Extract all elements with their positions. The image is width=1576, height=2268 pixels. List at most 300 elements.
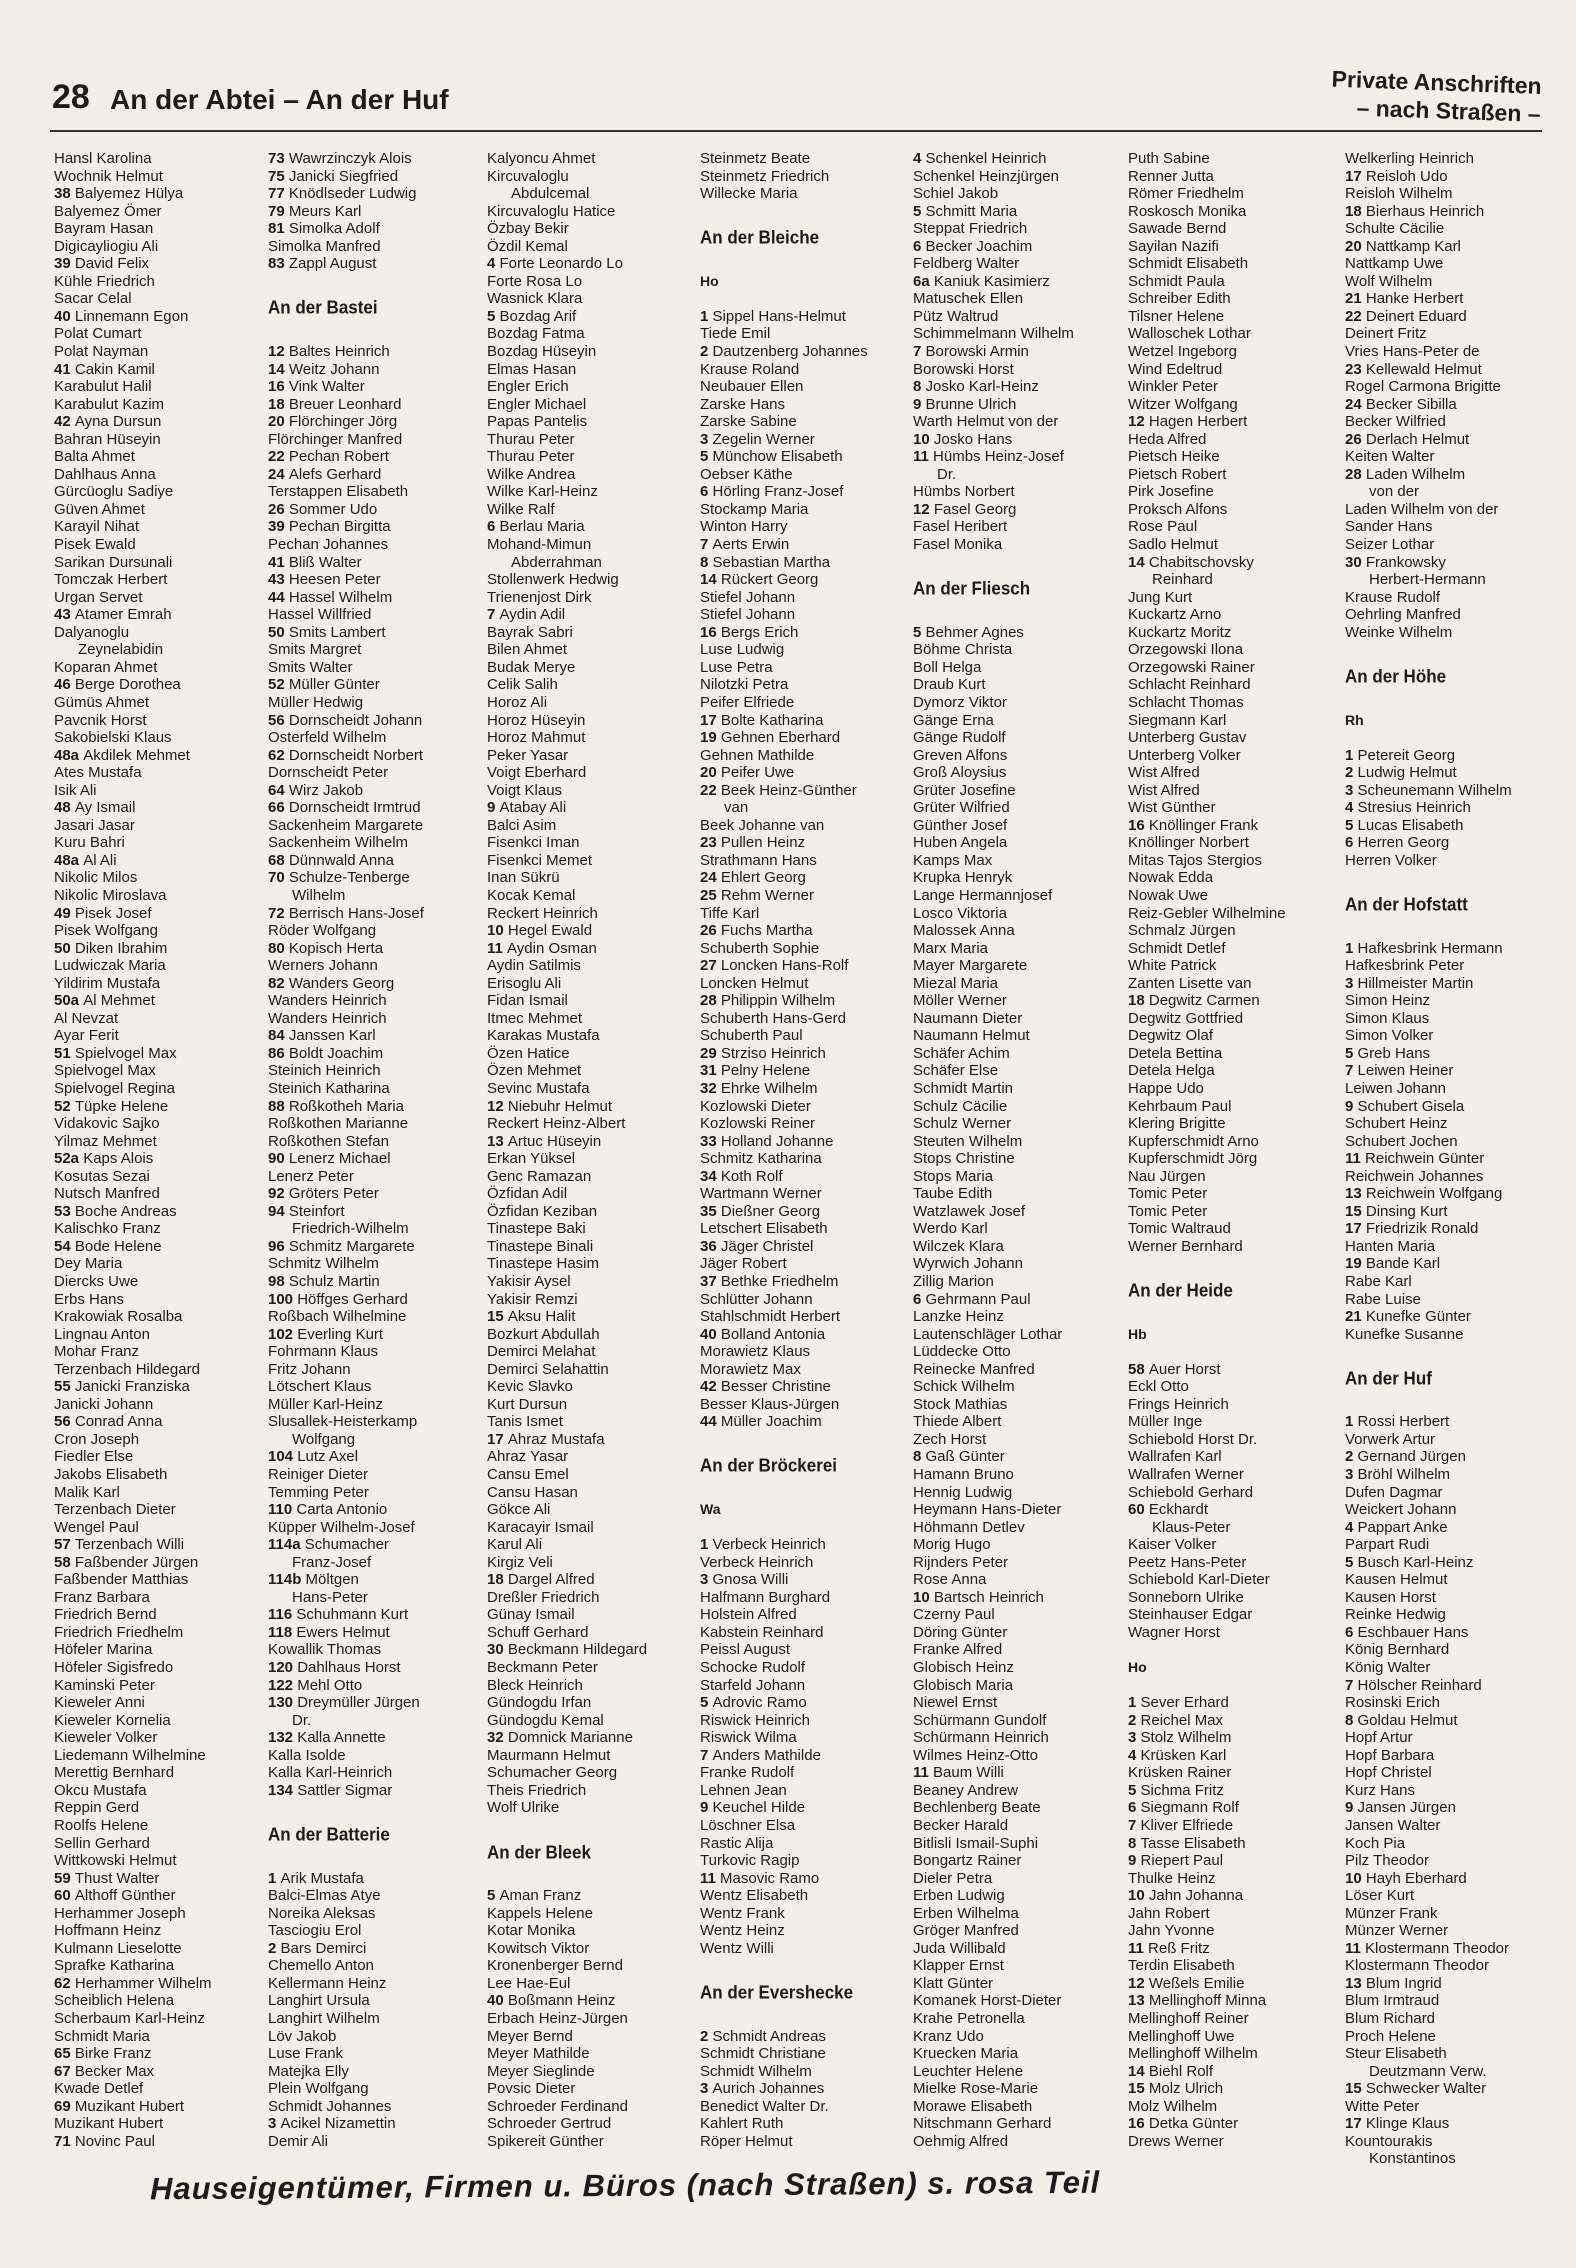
street-heading: An der Huf [1345, 1367, 1432, 1389]
resident-entry: Keiten Walter [1345, 448, 1435, 466]
resident-name: Aksu Halit [507, 1308, 576, 1326]
resident-entry: Oebser Käthe [700, 465, 793, 483]
resident-entry: Lötschert Klaus [268, 1378, 372, 1396]
resident-entry [913, 203, 1125, 221]
resident-name: Kaps Alois [83, 1150, 154, 1168]
resident-entry: Polat Nayman [54, 343, 149, 361]
resident-entry: Demir Ali [268, 2132, 329, 2150]
house-number: 83 [268, 255, 289, 273]
house-number: 8 [913, 378, 926, 396]
resident-entry [1345, 1712, 1557, 1730]
resident-entry [1128, 1835, 1340, 1853]
resident-entry: Hoffmann Heinz [54, 1922, 162, 1940]
resident-entry: Balci-Elmas Atye [268, 1887, 381, 1905]
resident-entry: Eckl Otto [1128, 1378, 1189, 1396]
resident-name: Hassel Wilhelm [288, 588, 393, 606]
house-number: 2 [1345, 1448, 1358, 1466]
resident-entry: Schmalz Jürgen [1128, 922, 1236, 940]
resident-name: Frankowsky [1365, 553, 1446, 571]
resident-name: Detka Günter [1148, 2115, 1239, 2133]
resident-entry [700, 729, 912, 747]
house-number: 15 [1128, 2080, 1149, 2098]
house-number: 90 [268, 1150, 289, 1168]
resident-entry [1345, 1062, 1557, 1080]
resident-entry [913, 1448, 1125, 1466]
resident-entry [54, 676, 266, 694]
resident-entry: Sadlo Helmut [1128, 536, 1219, 554]
resident-name: Hanke Herbert [1365, 290, 1464, 308]
resident-entry [268, 1536, 480, 1554]
resident-entry: Wallrafen Werner [1128, 1466, 1244, 1484]
house-number: 114a [268, 1536, 305, 1554]
resident-entry: Kranz Udo [913, 2027, 984, 2045]
resident-entry: Okcu Mustafa [54, 1781, 147, 1799]
resident-entry: Karayil Nihat [54, 518, 140, 536]
resident-entry [700, 1045, 912, 1063]
house-number: 5 [1345, 1553, 1358, 1571]
house-number: 5 [700, 1694, 713, 1712]
resident-entry: Plein Wolfgang [268, 2080, 369, 2098]
resident-entry: Demirci Selahattin [487, 1360, 609, 1378]
resident-entry: Mohar Franz [54, 1343, 140, 1361]
resident-name: Dreymüller Jürgen [297, 1694, 420, 1712]
resident-entry: Dufen Dagmar [1345, 1483, 1443, 1501]
resident-entry [700, 1168, 912, 1186]
resident-name: Cakin Kamil [74, 360, 155, 378]
resident-entry [268, 1940, 480, 1958]
resident-entry: Nilotzki Petra [700, 676, 789, 694]
resident-entry: Jasari Jasar [54, 816, 135, 834]
resident-entry: Draub Kurt [913, 676, 986, 694]
house-number: 5 [1345, 1044, 1358, 1062]
resident-entry: Janicki Johann [54, 1395, 154, 1413]
resident-entry: Schroeder Gertrud [487, 2115, 612, 2133]
resident-entry: Beckmann Peter [487, 1659, 598, 1677]
house-number: 35 [700, 1202, 721, 1220]
resident-entry: Reckert Heinz-Albert [487, 1115, 626, 1133]
house-number: 98 [268, 1273, 289, 1290]
house-number: 13 [1345, 1974, 1366, 1992]
resident-entry: Reiz-Gebler Wilhelmine [1128, 904, 1286, 922]
resident-name: Derlach Helmut [1365, 430, 1470, 448]
resident-entry: Hansl Karolina [54, 150, 152, 167]
resident-entry [700, 1571, 912, 1589]
resident-name: Sever Erhard [1140, 1694, 1229, 1712]
resident-entry: Wilmes Heinz-Otto [913, 1746, 1039, 1764]
house-number: 21 [1345, 1308, 1366, 1326]
house-number: 28 [1345, 465, 1366, 483]
resident-entry: Matuschek Ellen [913, 290, 1024, 308]
spacer [268, 1852, 480, 1870]
resident-entry: Holstein Alfred [700, 1606, 797, 1624]
resident-entry: Karabulut Halil [54, 378, 152, 396]
resident-name: Schuhmann Kurt [296, 1606, 409, 1624]
house-number: 5 [487, 1887, 500, 1905]
resident-entry [700, 992, 912, 1010]
resident-entry: Schenkel Heinzjürgen [913, 167, 1059, 185]
resident-entry: Günay Ismail [487, 1606, 575, 1624]
resident-entry: Roßbach Wilhelmine [268, 1308, 407, 1326]
house-number: 5 [913, 202, 926, 220]
resident-entry: Reisloh Wilhelm [1345, 185, 1453, 203]
resident-name: Knödlseder Ludwig [288, 185, 417, 203]
resident-entry: Wallrafen Karl [1128, 1448, 1222, 1466]
resident-entry: Sarikan Dursunali [54, 553, 173, 571]
resident-entry: Frings Heinrich [1128, 1395, 1229, 1413]
resident-entry [1128, 1992, 1340, 2010]
resident-entry: Grüter Josefine [913, 781, 1016, 799]
resident-entry: Drews Werner [1128, 2132, 1224, 2150]
resident-entry [913, 273, 1125, 291]
house-number: 39 [268, 518, 289, 536]
resident-entry: Kabstein Reinhard [700, 1623, 824, 1641]
resident-entry [1345, 554, 1557, 572]
resident-name: Aerts Erwin [712, 536, 790, 554]
resident-entry: Steuten Wilhelm [913, 1132, 1023, 1150]
resident-name: Fasel Georg [933, 500, 1017, 518]
resident-entry: Tomic Peter [1128, 1202, 1208, 1220]
resident-entry [268, 1150, 480, 1168]
resident-entry: Roßkothen Stefan [268, 1132, 389, 1150]
resident-entry: Meyer Sieglinde [487, 2062, 595, 2080]
house-number: 118 [268, 1623, 297, 1641]
resident-entry [268, 466, 480, 484]
resident-entry: Sakobielski Klaus [54, 729, 172, 747]
resident-entry: Simolka Manfred [268, 237, 381, 255]
resident-entry: Schmidt Paula [1128, 272, 1225, 290]
house-number: 25 [700, 886, 721, 904]
resident-entry: Flörchinger Manfred [268, 430, 403, 448]
house-number: 6 [913, 237, 926, 255]
resident-entry: Blum Richard [1345, 2009, 1436, 2027]
house-number: 17 [700, 711, 721, 729]
resident-name: Kopisch Herta [288, 939, 384, 957]
resident-entry [268, 1185, 480, 1203]
resident-entry [54, 992, 266, 1010]
resident-entry: Voigt Eberhard [487, 764, 587, 782]
house-number: 2 [1128, 1711, 1141, 1729]
resident-entry [54, 413, 266, 431]
house-number: 5 [487, 307, 500, 325]
resident-entry: Kellermann Heinz [268, 1974, 387, 1992]
resident-entry [700, 571, 912, 589]
resident-entry [1345, 1870, 1557, 1888]
house-number: 6 [1128, 1799, 1141, 1817]
resident-entry [268, 782, 480, 800]
resident-name: Reichwein Wolfgang [1365, 1185, 1503, 1203]
resident-entry: Greven Alfons [913, 746, 1008, 764]
resident-entry: Krause Rudolf [1345, 588, 1441, 606]
resident-entry: Stops Maria [913, 1167, 994, 1185]
resident-entry: Sackenheim Margarete [268, 816, 424, 834]
street-heading: An der Heide [1128, 1280, 1233, 1301]
resident-entry: Jansen Walter [1345, 1816, 1441, 1834]
house-number: 7 [1128, 1816, 1141, 1834]
resident-entry: Pechan Johannes [268, 536, 389, 554]
resident-entry [1345, 940, 1557, 958]
house-number: 77 [268, 185, 289, 203]
section-heading-line2: – nach Straßen – [1356, 94, 1541, 127]
resident-entry [54, 1413, 266, 1431]
resident-entry [268, 361, 480, 379]
resident-entry: Degwitz Gottfried [1128, 1009, 1244, 1027]
resident-entry [1345, 431, 1557, 449]
resident-name: Reichwein Günter [1365, 1150, 1485, 1168]
resident-entry: Weinke Wilhelm [1345, 623, 1453, 641]
resident-entry [913, 378, 1125, 396]
resident-entry [1345, 1448, 1557, 1466]
resident-name: Conrad Anna [74, 1413, 163, 1431]
resident-entry: Osterfeld Wilhelm [268, 729, 387, 747]
resident-entry: Jäger Robert [700, 1255, 787, 1273]
resident-entry: Walloschek Lothar [1128, 325, 1251, 343]
resident-entry: Balta Ahmet [54, 448, 135, 466]
resident-entry: Sackenheim Wilhelm [268, 834, 409, 852]
resident-entry: Taube Edith [913, 1185, 993, 1203]
entry-continuation: Reinhard [1152, 571, 1213, 589]
resident-entry: Oehmig Alfred [913, 2132, 1009, 2150]
house-number: 1 [700, 1536, 713, 1554]
resident-entry: Wanders Heinrich [268, 992, 387, 1010]
resident-name: Baltes Heinrich [288, 343, 390, 361]
resident-entry: Beaney Andrew [913, 1781, 1019, 1799]
resident-entry [1128, 1975, 1340, 1993]
resident-entry [268, 676, 480, 694]
house-number: 3 [1345, 781, 1358, 799]
resident-entry: Warth Helmut von der [913, 413, 1059, 431]
resident-entry: König Bernhard [1345, 1641, 1450, 1659]
resident-entry: Erben Wilhelma [913, 1904, 1019, 1922]
resident-entry: Tomic Waltraud [1128, 1220, 1231, 1238]
resident-name: Keuchel Hilde [712, 1799, 806, 1817]
resident-entry [1128, 2080, 1340, 2098]
resident-entry: Tanis Ismet [487, 1413, 563, 1431]
resident-entry [1345, 361, 1557, 379]
resident-entry: Erbs Hans [54, 1290, 125, 1308]
resident-entry: Schmidt Johannes [268, 2097, 392, 2115]
resident-name: Berge Dorothea [74, 676, 181, 694]
resident-entry: Mayer Margarete [913, 957, 1028, 975]
resident-entry [54, 1203, 266, 1221]
resident-entry: Kühle Friedrich [54, 272, 155, 290]
resident-name: Masovic Ramo [720, 1869, 820, 1887]
house-number: 26 [700, 922, 721, 940]
resident-entry: Verbeck Heinrich [700, 1553, 814, 1571]
resident-entry: Renner Jutta [1128, 167, 1214, 185]
resident-entry: Reinecke Manfred [913, 1360, 1035, 1378]
house-number: 11 [1128, 1939, 1149, 1957]
resident-entry: Gehnen Mathilde [700, 746, 815, 764]
spacer [913, 606, 1125, 624]
resident-entry: Siegmann Karl [1128, 711, 1227, 729]
resident-entry: Koparan Ahmet [54, 658, 158, 676]
resident-entry: Borowski Horst [913, 360, 1014, 378]
resident-entry: Krüsken Rainer [1128, 1764, 1232, 1782]
resident-entry: Nikolic Milos [54, 869, 138, 887]
house-number: 8 [1345, 1711, 1358, 1729]
resident-entry: Niewel Ernst [913, 1694, 998, 1712]
resident-entry: Steinich Heinrich [268, 1062, 381, 1080]
resident-entry: Boll Helga [913, 658, 982, 676]
resident-entry: Riswick Heinrich [700, 1711, 811, 1729]
resident-entry: Spielvogel Max [54, 1062, 156, 1080]
resident-entry: Schuberth Hans-Gerd [700, 1009, 846, 1027]
resident-entry [1345, 1940, 1557, 1958]
resident-entry: Polat Cumart [54, 325, 142, 343]
resident-entry: Globisch Maria [913, 1676, 1014, 1694]
house-number: 96 [268, 1237, 289, 1255]
resident-entry [913, 1291, 1125, 1309]
resident-entry: Hennig Ludwig [913, 1483, 1013, 1501]
resident-entry [268, 1729, 480, 1747]
resident-name: Pelny Helene [720, 1062, 811, 1080]
house-number: 52 [268, 676, 289, 694]
resident-entry: Dahlhaus Anna [54, 465, 156, 483]
resident-entry: Leiwen Johann [1345, 1079, 1446, 1097]
resident-name: Laden Wilhelm [1365, 465, 1466, 483]
house-number: 7 [700, 536, 713, 554]
resident-name: Weßels Emilie [1148, 1974, 1245, 1992]
resident-entry: Riswick Wilma [700, 1729, 797, 1747]
resident-entry: Reckert Heinrich [487, 904, 598, 922]
resident-name: Krüsken Karl [1140, 1746, 1227, 1764]
resident-entry: Röder Wolfgang [268, 922, 377, 940]
resident-name: Pechan Robert [288, 448, 389, 466]
resident-entry [1345, 1554, 1557, 1572]
resident-name: Sommer Udo [288, 500, 378, 518]
section-heading-line1: Private Anschriften [1331, 65, 1542, 99]
resident-entry: Dieler Petra [913, 1869, 993, 1887]
resident-entry: Nau Jürgen [1128, 1167, 1206, 1185]
resident-entry: Loncken Helmut [700, 974, 809, 992]
resident-name: Mellinghoff Minna [1148, 1992, 1267, 2010]
resident-name: Heesen Peter [288, 571, 381, 589]
resident-entry: Pirk Josefine [1128, 483, 1214, 501]
house-number: 11 [1345, 1939, 1366, 1957]
resident-entry [487, 1641, 699, 1659]
resident-entry: Spielvogel Regina [54, 1079, 175, 1097]
spacer [700, 1519, 912, 1537]
resident-name: Niebuhr Helmut [507, 1097, 613, 1115]
resident-entry: Aydin Satilmis [487, 957, 581, 975]
house-number: 69 [54, 2097, 75, 2115]
resident-entry: Blum Irmtraud [1345, 1992, 1440, 2010]
resident-entry: Sellin Gerhard [54, 1834, 150, 1852]
resident-entry: Malik Karl [54, 1483, 120, 1501]
resident-entry [268, 255, 480, 273]
resident-entry: Degwitz Olaf [1128, 1027, 1214, 1045]
resident-entry: Vorwerk Artur [1345, 1430, 1436, 1448]
resident-name: Beckmann Hildegard [507, 1641, 648, 1659]
resident-name: Petereit Georg [1357, 746, 1456, 764]
resident-name: Pisek Josef [74, 904, 152, 922]
resident-entry: Erisoglu Ali [487, 974, 562, 992]
resident-name: Friedrizik Ronald [1365, 1220, 1479, 1238]
resident-name: Busch Karl-Heinz [1357, 1553, 1474, 1571]
house-number: 42 [700, 1378, 721, 1396]
house-number: 6 [1345, 1623, 1358, 1641]
resident-entry [268, 1659, 480, 1677]
resident-name: Pechan Birgitta [288, 518, 391, 536]
resident-entry [487, 1133, 699, 1151]
house-number: 30 [1345, 553, 1366, 571]
resident-entry: Bechlenberg Beate [913, 1799, 1041, 1817]
house-number: 10 [1128, 1887, 1149, 1905]
resident-entry [913, 396, 1125, 414]
resident-name: Bethke Friedhelm [720, 1273, 839, 1290]
resident-name: Josko Karl-Heinz [925, 378, 1039, 396]
entry-continuation: Dr. [292, 1711, 312, 1729]
resident-entry [1128, 817, 1340, 835]
resident-name: Besser Christine [720, 1378, 831, 1396]
resident-entry: Schulz Werner [913, 1115, 1012, 1133]
resident-name: Aydin Adil [499, 606, 566, 624]
resident-entry: Wentz Willi [700, 1939, 774, 1957]
resident-entry: Malossek Anna [913, 922, 1015, 940]
resident-entry: Münzer Werner [1345, 1922, 1449, 1940]
resident-entry: Werdo Karl [913, 1220, 988, 1238]
resident-entry: Rogel Carmona Brigitte [1345, 378, 1501, 396]
resident-entry [268, 150, 480, 168]
house-number: 51 [54, 1044, 75, 1062]
resident-entry [1345, 782, 1557, 800]
resident-name: Rehm Werner [720, 886, 814, 904]
resident-name: Birke Franz [74, 2045, 152, 2063]
resident-name: Sebastian Martha [712, 553, 831, 571]
resident-entry [487, 518, 699, 536]
resident-entry [54, 606, 266, 624]
house-number: 120 [268, 1659, 298, 1677]
resident-entry: Orzegowski Ilona [1128, 641, 1244, 659]
resident-name: Bierhaus Heinrich [1365, 202, 1485, 220]
house-number: 4 [1345, 799, 1358, 817]
resident-entry [700, 1080, 912, 1098]
resident-name: Auer Horst [1148, 1360, 1221, 1378]
resident-entry: Gümüs Ahmet [54, 693, 150, 711]
house-number: 88 [268, 1097, 289, 1115]
resident-entry: Fidan Ismail [487, 992, 568, 1010]
resident-entry: Kunefke Susanne [1345, 1325, 1464, 1343]
resident-entry: Yakisir Remzi [487, 1290, 578, 1308]
resident-name: Dornscheidt Norbert [288, 746, 424, 764]
resident-entry: Lee Hae-Eul [487, 1974, 571, 1992]
resident-entry: Bozdag Fatma [487, 325, 585, 343]
resident-entry: Wist Alfred [1128, 781, 1200, 799]
resident-entry [487, 799, 699, 817]
entry-continuation: Hans-Peter [292, 1588, 368, 1606]
resident-entry [54, 2133, 266, 2151]
house-number: 50 [268, 623, 289, 641]
resident-entry [1345, 1220, 1557, 1238]
resident-name: Schulze-Tenberge [288, 869, 410, 887]
house-number: 40 [54, 307, 75, 325]
house-number: 116 [268, 1606, 297, 1624]
resident-entry: Pietsch Robert [1128, 465, 1227, 483]
resident-entry: Fisenkci Memet [487, 851, 593, 869]
house-number: 52a [54, 1150, 84, 1168]
resident-entry [1128, 2115, 1340, 2133]
resident-entry [1345, 1150, 1557, 1168]
resident-name: Mehl Otto [297, 1676, 363, 1694]
spacer [487, 1870, 699, 1888]
house-number: 17 [487, 1430, 508, 1448]
resident-entry: Witzer Wolfgang [1128, 395, 1238, 413]
resident-entry: Müller Hedwig [268, 693, 364, 711]
resident-entry: Schmidt Elisabeth [1128, 255, 1249, 273]
resident-entry: Krause Roland [700, 360, 800, 378]
house-number: 12 [1128, 1974, 1149, 1992]
resident-entry [268, 1677, 480, 1695]
